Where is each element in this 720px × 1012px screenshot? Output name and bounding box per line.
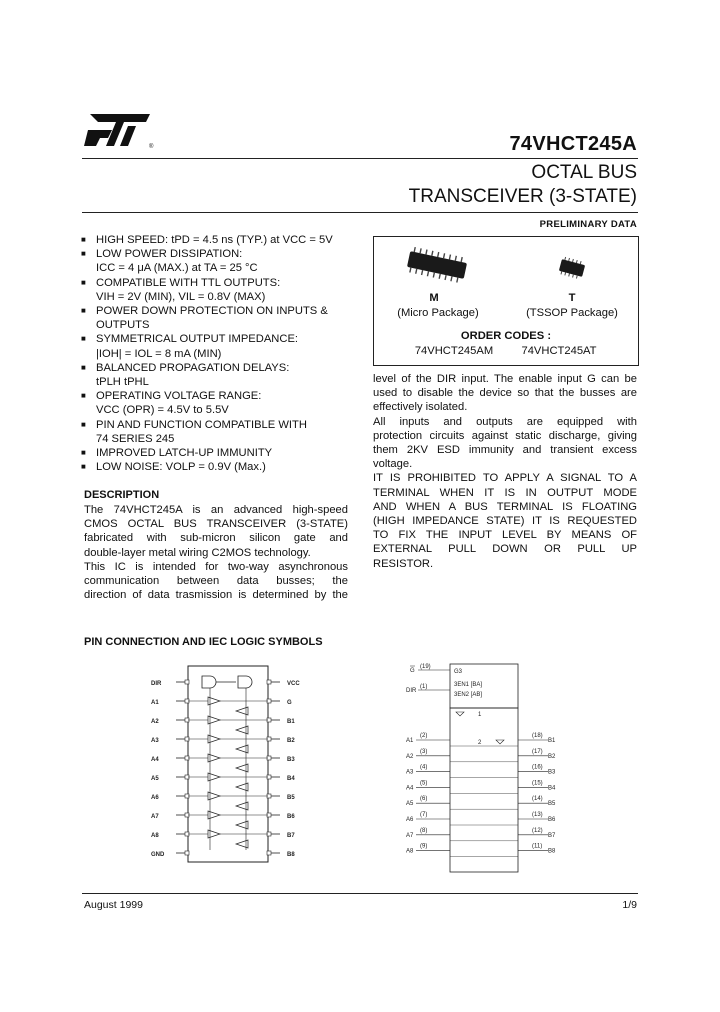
text-line: IT IS PROHIBITED TO APPLY A SIGNAL TO A <box>373 472 637 485</box>
text-line: TO FIX THE INPUT LEVEL BY MEANS OF <box>373 529 637 542</box>
bullet-icon: ■ <box>81 391 86 401</box>
and-gate-1 <box>202 676 216 688</box>
iec-b-label: B6 <box>548 817 556 823</box>
iec-a-label: A3 <box>406 769 414 776</box>
left-pin-label: GND <box>151 852 165 858</box>
left-pin-label: A5 <box>151 776 159 782</box>
iec-block-label: 2 <box>478 740 482 746</box>
bullet-icon: ■ <box>81 362 86 372</box>
iec-a-pin-number: (3) <box>420 748 428 755</box>
iec-a-label: A7 <box>406 832 414 839</box>
text-line: EXTERNAL PULL DOWN OR PULL UP <box>373 543 637 556</box>
package-t-name: (TSSOP Package) <box>526 307 618 319</box>
left-pin-label: A1 <box>151 700 159 706</box>
text-line: double-layer metal wiring C2MOS technology. <box>84 546 311 559</box>
order-code-t: 74VHCT245AT <box>521 345 597 357</box>
left-pin-label: A3 <box>151 738 159 744</box>
bullet-icon: ■ <box>81 277 86 287</box>
description-body <box>84 503 348 602</box>
left-pin-pad <box>185 851 189 855</box>
text-line: communication between data busses; the <box>84 575 348 588</box>
pin-section-heading: PIN CONNECTION AND IEC LOGIC SYMBOLS <box>84 636 323 648</box>
right-column-body <box>373 372 637 571</box>
text-line: used to disable the device so that the busses are <box>373 387 637 400</box>
iec-b-label: B2 <box>548 753 556 760</box>
iec-a-label: A5 <box>406 801 414 808</box>
iec-pin-number: (1) <box>420 684 428 690</box>
feature-text: OUTPUTS <box>96 319 150 332</box>
iec-a-pin-number: (5) <box>420 780 428 787</box>
iec-data-block <box>450 708 518 872</box>
iec-b-label: B1 <box>548 738 556 744</box>
left-pin-label: A2 <box>151 719 159 725</box>
and-gate-2 <box>238 676 252 688</box>
iec-block-label: G3 <box>454 669 463 675</box>
iec-a-pin-number: (2) <box>420 733 428 739</box>
text-line: level of the DIR input. The enable input G can be <box>373 373 637 385</box>
iec-a-pin-number: (9) <box>420 843 428 850</box>
iec-b-pin-number: (16) <box>532 764 543 771</box>
footer-page: 1/9 <box>622 899 637 911</box>
iec-a-label: A1 <box>406 738 414 744</box>
package-t-letter: T <box>568 292 576 304</box>
iec-b-pin-number: (15) <box>532 780 543 787</box>
title-divider <box>82 158 638 159</box>
iec-a-label: A8 <box>406 848 414 855</box>
right-pin-label: B4 <box>287 776 295 782</box>
left-pin-label: DIR <box>151 681 162 687</box>
iec-b-label: B7 <box>548 832 556 839</box>
pin-connection-diagram <box>150 662 310 882</box>
bullet-icon: ■ <box>81 306 86 315</box>
order-codes-heading: ORDER CODES : <box>460 330 552 342</box>
feature-text: VCC (OPR) = 4.5V to 5.5V <box>96 404 229 417</box>
bullet-icon: ■ <box>81 462 86 472</box>
iec-b-pin-number: (18) <box>532 733 543 739</box>
bullet-icon: ■ <box>81 448 86 457</box>
feature-text: LOW POWER DISSIPATION: <box>96 248 243 261</box>
text-line: effectively isolated. <box>373 401 468 414</box>
left-pin-label: A6 <box>151 795 159 801</box>
tssop-package-image <box>554 255 590 281</box>
feature-text: ICC = 4 μA (MAX.) at TA = 25 °C <box>96 262 258 275</box>
feature-text: 74 SERIES 245 <box>96 432 175 445</box>
right-pin-label: G <box>287 700 292 706</box>
iec-b-pin-number: (11) <box>532 843 543 850</box>
right-pin-pad <box>267 851 271 855</box>
feature-text: SYMMETRICAL OUTPUT IMPEDANCE: <box>96 333 299 346</box>
iec-b-label: B8 <box>548 848 556 855</box>
iec-triangle-icon <box>456 712 464 716</box>
ic-body <box>188 666 268 862</box>
iec-a-label: A6 <box>406 817 414 823</box>
right-pin-label: VCC <box>287 681 300 687</box>
text-line: TERMINAL WHEN IT IS IN OUTPUT MODE <box>373 486 637 499</box>
right-pin-label: B8 <box>287 852 295 858</box>
iec-input-label: DIR <box>406 688 417 694</box>
order-code-m: 74VHCT245AM <box>414 345 494 357</box>
feature-text: PIN AND FUNCTION COMPATIBLE WITH <box>96 418 307 431</box>
right-pin-label: B1 <box>287 719 295 725</box>
iec-a-label: A2 <box>406 753 414 760</box>
iec-a-pin-number: (7) <box>420 812 428 818</box>
part-number-title: 74VHCT245A <box>509 133 637 155</box>
iec-b-label: B5 <box>548 801 556 808</box>
right-pin-label: B6 <box>287 814 295 820</box>
iec-a-pin-number: (4) <box>420 764 428 771</box>
feature-text: VIH = 2V (MIN), VIL = 0.8V (MAX) <box>96 290 266 303</box>
st-logo <box>84 110 164 156</box>
feature-text: BALANCED PROPAGATION DELAYS: <box>96 361 290 374</box>
package-m-name: (Micro Package) <box>397 307 479 319</box>
feature-text: POWER DOWN PROTECTION ON INPUTS & <box>96 305 328 317</box>
right-pin-label: B2 <box>287 738 295 744</box>
text-line: AND WHEN A BUS TERMINAL IS FLOATING <box>373 500 637 513</box>
feature-text: tPLH tPHL <box>96 376 149 388</box>
feature-text: COMPATIBLE WITH TTL OUTPUTS: <box>96 276 281 289</box>
text-line: voltage. <box>373 458 413 471</box>
bullet-icon: ■ <box>81 249 86 259</box>
left-pin-label: A7 <box>151 814 159 820</box>
svg-text:®: ® <box>149 144 154 150</box>
package-m-letter: M <box>429 292 439 304</box>
iec-pin-number: (19) <box>420 664 431 670</box>
right-pin-label: B3 <box>287 757 295 763</box>
iec-b-pin-number: (12) <box>532 827 543 834</box>
iec-b-label: B3 <box>548 769 556 776</box>
text-line: direction of data trasmission is determined by the <box>84 589 348 602</box>
feature-text: LOW NOISE: VOLP = 0.9V (Max.) <box>96 461 266 474</box>
feature-text: IMPROVED LATCH-UP IMMUNITY <box>96 447 273 459</box>
iec-a-pin-number: (6) <box>420 796 428 803</box>
subtitle-divider <box>82 212 638 213</box>
subtitle-line-2: TRANSCEIVER (3-STATE) <box>408 186 637 207</box>
bullet-icon: ■ <box>81 334 86 344</box>
package-box <box>373 236 639 366</box>
left-pin-label: A4 <box>151 757 159 763</box>
description-heading: DESCRIPTION <box>84 489 160 501</box>
bullet-icon: ■ <box>81 419 86 429</box>
iec-input-label: G <box>410 668 415 674</box>
iec-b-pin-number: (13) <box>532 812 543 818</box>
text-line: fabricated with sub-micron silicon gate and <box>84 532 348 545</box>
so-package-image <box>402 245 472 285</box>
iec-a-pin-number: (8) <box>420 827 428 834</box>
iec-logic-symbol <box>398 660 578 882</box>
left-pin-pad <box>185 680 189 684</box>
footer-divider <box>82 893 638 894</box>
bullet-icon: ■ <box>81 235 86 244</box>
right-pin-label: B5 <box>287 795 295 801</box>
feature-text: HIGH SPEED: tPD = 4.5 ns (TYP.) at VCC = 5V <box>96 234 333 246</box>
subtitle-line-1: OCTAL BUS <box>531 162 637 183</box>
left-pin-label: A8 <box>151 833 159 839</box>
iec-a-label: A4 <box>406 785 414 792</box>
feature-text: |IOH| = IOL = 8 mA (MIN) <box>96 347 222 360</box>
iec-b-pin-number: (14) <box>532 796 543 803</box>
right-pin-pad <box>267 680 271 684</box>
footer-date: August 1999 <box>84 899 143 911</box>
text-line: them 2KV ESD immunity and transient excess <box>373 444 637 457</box>
text-line: CMOS OCTAL BUS TRANSCEIVER (3-STATE) <box>84 518 348 531</box>
text-line: protection circuits against static discharge, giving <box>373 429 637 442</box>
text-line: This IC is intended for two-way asynchronous <box>84 560 348 573</box>
text-line: The 74VHCT245A is an advanced high-speed <box>84 504 348 516</box>
iec-b-pin-number: (17) <box>532 748 543 755</box>
feature-text: OPERATING VOLTAGE RANGE: <box>96 390 262 403</box>
iec-triangle-icon <box>496 740 504 744</box>
text-line: RESISTOR. <box>373 557 434 570</box>
iec-b-label: B4 <box>548 785 556 792</box>
preliminary-label: PRELIMINARY DATA <box>539 219 637 230</box>
right-pin-label: B7 <box>287 833 295 839</box>
iec-block-label: 1 <box>478 712 482 718</box>
text-line: (HIGH IMPEDANCE STATE) IT IS REQUESTED <box>373 515 637 528</box>
text-line: All inputs and outputs are equipped with <box>373 415 637 428</box>
iec-block-label: 3EN1 [BA] <box>454 682 483 688</box>
iec-block-label: 3EN2 [AB] <box>454 692 483 698</box>
